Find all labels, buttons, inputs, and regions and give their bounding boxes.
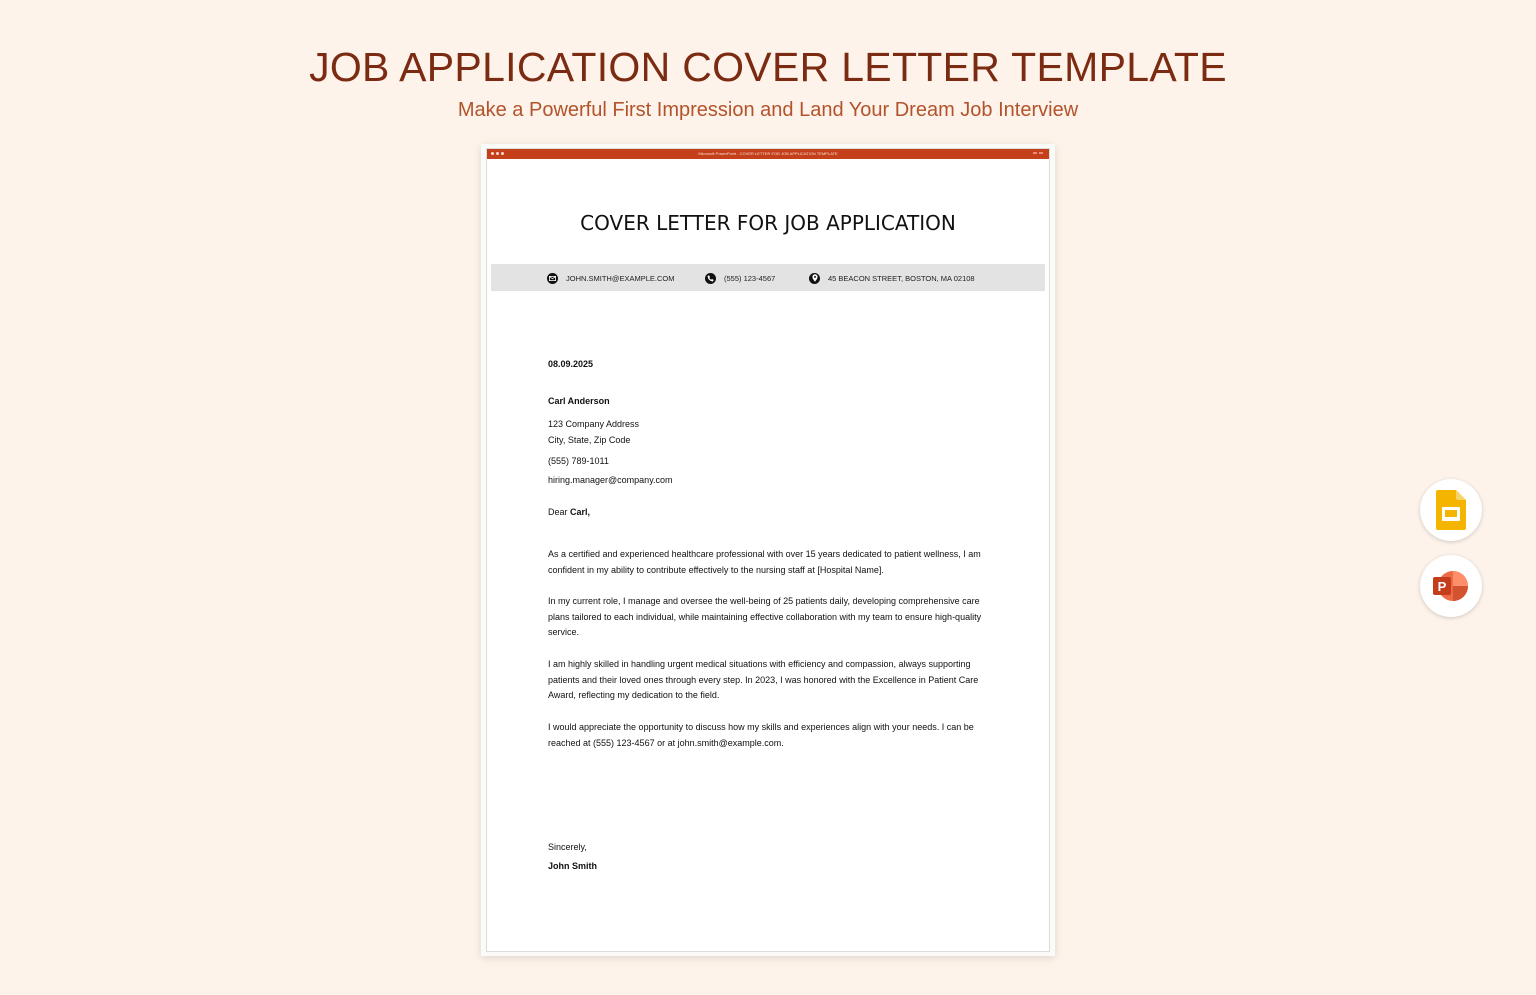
window-controls: [1033, 152, 1043, 154]
page-title: JOB APPLICATION COVER LETTER TEMPLATE: [309, 44, 1227, 90]
svg-text:P: P: [1437, 579, 1447, 594]
contact-phone: [705, 271, 775, 285]
maximize-icon: [1039, 152, 1043, 154]
salutation-name: Carl,: [570, 507, 591, 517]
signature: John Smith: [548, 861, 597, 871]
letter-date: 08.09.2025: [548, 359, 594, 369]
window-title: Microsoft PowerPoint - COVER LETTER FOR JOB APPLICATION TEMPLATE: [698, 151, 838, 156]
recipient-address-line2: City, State, Zip Code: [548, 435, 631, 445]
minimize-icon: [1033, 152, 1037, 154]
google-slides-button[interactable]: [1420, 479, 1482, 541]
email-icon: [547, 273, 558, 284]
salutation-word: Dear: [548, 507, 568, 517]
recipient-name: Carl Anderson: [548, 396, 610, 406]
window-titlebar: [487, 149, 1049, 159]
paragraph-1: As a certified and experienced healthcare professional with over 15 years dedicated to patient wellness, I am confident in my ability to contribute effectively to the nursing staff at [Hospital Name].: [548, 549, 981, 575]
phone-icon: [705, 273, 716, 284]
powerpoint-button[interactable]: [1420, 555, 1482, 617]
powerpoint-icon: [1431, 569, 1471, 603]
paragraph-2: In my current role, I manage and oversee the well-being of 25 patients daily, developing comprehensive care plans tailored to each individual, while maintaining effective collaboration with my team to ensure high-quality service.: [548, 596, 982, 637]
contact-email-text: JOHN.SMITH@EXAMPLE.COM: [566, 273, 675, 283]
recipient-address-line1: 123 Company Address: [548, 419, 640, 429]
salutation: [548, 505, 590, 521]
contact-address-text: 45 BEACON STREET, BOSTON, MA 02108: [828, 273, 975, 283]
paragraph-3: I am highly skilled in handling urgent medical situations with efficiency and compassion, always supporting patients and their loved ones through every step. In 2023, I was honored with the Excellence in Patient Care Award, reflecting my dedication to the field.: [548, 659, 979, 700]
contact-address: [809, 271, 975, 285]
contact-email: [547, 271, 674, 285]
page-subtitle: Make a Powerful First Impression and Land Your Dream Job Interview: [457, 99, 1079, 121]
contact-phone-text: (555) 123-4567: [724, 273, 776, 283]
contact-bar: [491, 264, 1045, 291]
recipient-phone: (555) 789-1011: [548, 456, 609, 466]
paragraph-4: I would appreciate the opportunity to discuss how my skills and experiences align with your needs. I can be reached at (555) 123-4567 or at john.smith@example.com.: [548, 722, 974, 748]
closing: Sincerely,: [548, 842, 587, 852]
letter-title: COVER LETTER FOR JOB APPLICATION: [580, 211, 956, 235]
location-pin-icon: [809, 273, 820, 284]
document-preview: [486, 148, 1050, 952]
recipient-email: hiring.manager@company.com: [548, 475, 673, 485]
google-slides-icon: [1436, 490, 1466, 530]
